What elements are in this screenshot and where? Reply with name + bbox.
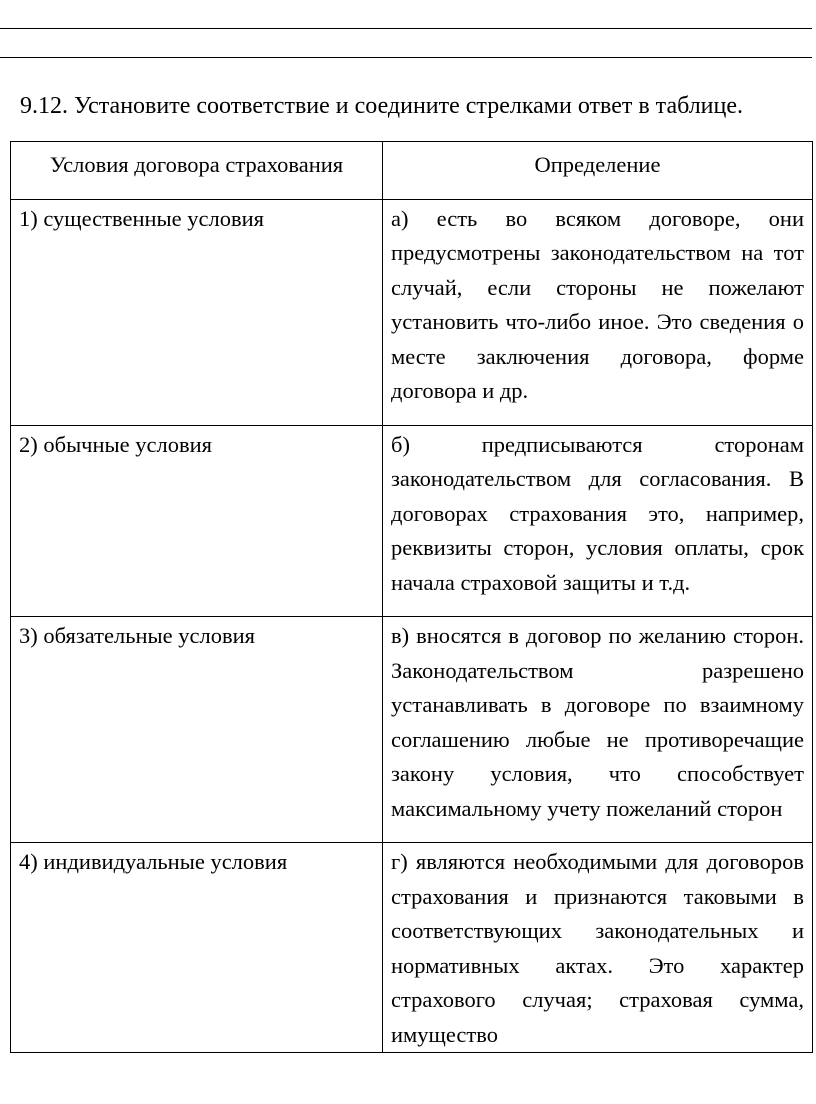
matching-table	[10, 141, 813, 1053]
table-header-row	[11, 142, 813, 200]
definition-cell: б) предписываются сторонам законодательством для согласования. В договорах страхования это, например, реквизиты сторон, условия оплаты, срок начала страховой защиты и т.д.	[383, 425, 813, 617]
condition-cell: 2) обычные условия	[11, 425, 383, 617]
second-rule	[0, 57, 812, 58]
definition-cell: г) являются необходимыми для договоров страхования и признаются таковыми в соответствующих законодательных и нормативных актах. Это характер страхового случая; страховая сумма, имущество	[383, 843, 813, 1053]
condition-cell: 4) индивидуальные условия	[11, 843, 383, 1053]
top-rule	[0, 28, 812, 29]
column-header-conditions: Условия договора страхования	[11, 142, 383, 200]
table-row	[11, 425, 813, 617]
definition-cell: а) есть во всяком договоре, они предусмотрены законодательством на тот случай, если стороны не пожелают установить что-либо иное. Это сведения о месте заключения договора, форме договора и др.	[383, 199, 813, 425]
task-instruction: 9.12. Установите соответствие и соедините стрелками ответ в таблице.	[20, 93, 744, 119]
table-row	[11, 843, 813, 1053]
column-header-definition: Определение	[383, 142, 813, 200]
condition-cell: 3) обязательные условия	[11, 617, 383, 843]
condition-cell: 1) существенные условия	[11, 199, 383, 425]
table-row	[11, 199, 813, 425]
table-row	[11, 617, 813, 843]
definition-cell: в) вносятся в договор по желанию сторон. Законодательством разрешено устанавливать в договоре по взаимному соглашению любые не противоречащие закону условия, что способствует максимальному учету пожеланий сторон	[383, 617, 813, 843]
